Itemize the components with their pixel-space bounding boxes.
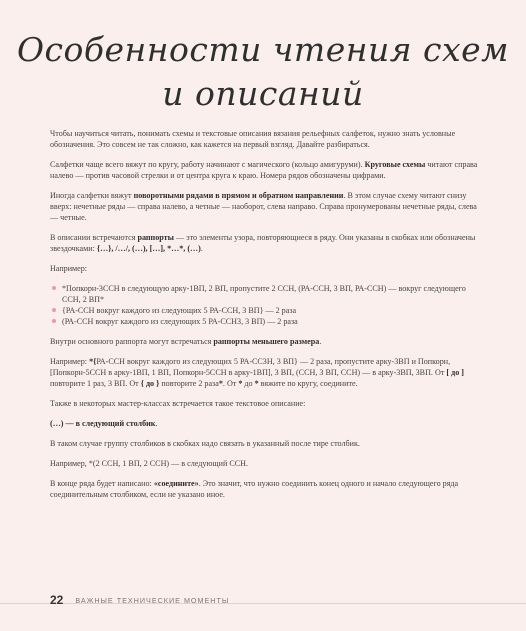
page-title — [0, 28, 526, 116]
section-title: ВАЖНЫЕ ТЕХНИЧЕСКИЕ МОМЕНТЫ — [75, 595, 230, 605]
paragraph-example-label: Например: — [50, 264, 88, 273]
text-fragment: В описании встречаются — [50, 233, 138, 242]
paragraph-next-stitch-example: Например, *(2 ССН, 1 ВП, 2 ССН) — в следующий ССН. — [50, 459, 249, 468]
example-list — [50, 283, 480, 327]
paragraph-also: Также в некоторых мастер-классах встречается такое текстовое описание: — [50, 399, 306, 408]
text-fragment: . — [319, 337, 322, 346]
body-text — [50, 128, 480, 509]
text-fragment: . Это значит, что нужно соединить конец одного и начало следующего ряда соединительным столбиком, если не указано иное. — [50, 479, 459, 499]
page-footer — [50, 592, 229, 608]
title-line-2: и описаний — [162, 74, 364, 113]
paragraph-rows — [50, 190, 480, 223]
paragraph-next-stitch-explain: В таком случае группу столбиков в скобках надо связать в указанный после тире столбик. — [50, 439, 360, 448]
text-fragment: . От — [222, 379, 239, 388]
list-item — [50, 283, 480, 305]
paragraph-nested — [50, 336, 480, 347]
bold-term: поворотными рядами в прямом и обратном направлении — [133, 191, 344, 200]
list-item-text: *Попкорн-3ССН в следующую арку-1ВП, 2 ВП, пропустите 2 ССН, (РА-ССН, 3 ВП, РА-ССН) — вокруг следующего ССН, 2 ВП* — [62, 284, 466, 304]
page-number: 22 — [50, 593, 64, 607]
text-fragment: Иногда салфетки вяжут — [50, 191, 134, 200]
bullet-icon — [52, 286, 56, 290]
paragraph-next-stitch — [50, 418, 480, 429]
text-fragment: — это элементы узора, повторяющиеся в ряду. Они указаны в скобках или обозначены звездочками: — [50, 233, 476, 253]
bold-term: «соедините» — [153, 479, 199, 488]
title-line-1: Особенности чтения схем — [16, 30, 510, 69]
text-fragment: вяжите по кругу, соедините. — [258, 379, 358, 388]
paragraph-intro: Чтобы научиться читать, понимать схемы и текстовые описания вязания рельефных салфеток, нужно знать условные обозначения. Это совсем не так сложно, как кажется на первый взгляд. Давайте разбираться. — [50, 129, 456, 149]
text-fragment: до — [242, 379, 255, 388]
list-item-text: {РА-ССН вокруг каждого из следующих 5 РА-ССН, 3 ВП} — 2 раза — [62, 306, 297, 315]
bullet-icon — [52, 319, 56, 323]
text-fragment: Салфетки чаще всего вяжут по кругу, работу начинают с магического (кольцо амигуруми). — [50, 160, 365, 169]
bold-term: [ до ] — [446, 368, 464, 377]
bold-term: раппорты — [137, 233, 174, 242]
list-item — [50, 316, 480, 327]
bold-term: раппорты меньшего размера — [213, 337, 320, 346]
bold-term: Круговые схемы — [364, 160, 426, 169]
text-fragment: повторите 2 раза — [159, 379, 219, 388]
paragraph-join — [50, 478, 480, 500]
text-fragment: читают справа налево — против часовой стрелки и от центра круга к краю. Номера рядов обозначены цифрами. — [50, 160, 478, 180]
text-fragment: повторите 1 раз, 3 ВП. От — [50, 379, 141, 388]
list-item — [50, 305, 480, 316]
text-fragment: . — [200, 244, 203, 253]
bold-term: * — [218, 379, 223, 388]
bold-term: { до } — [140, 379, 160, 388]
bold-term: {…}, /…/, (…), […], *…*, (…) — [96, 244, 201, 253]
text-fragment: РА-ССН вокруг каждого из следующих 5 РА-СС3Н, 3 ВП} — 2 раза, пропустите арку-3ВП и Попкорн, [Попкорн-5ССН в арку-1ВП, 1 ВП, Попкорн-5ССН в арку-1ВП], 3 ВП, (ССН, 3 ВП, ССН) — в арку-3ВП, 3ВП. От — [50, 357, 451, 377]
text-fragment: В конце ряда будет написано: — [50, 479, 154, 488]
text-fragment: . — [155, 419, 158, 428]
text-fragment: . В этом случае схему читают снизу вверх: нечетные ряды — справа налево, а четные — наоборот, слева направо. Справа пронумерованы нечетные ряды, слева — четные. — [50, 191, 477, 222]
list-item-text: (РА-ССН вокруг каждого из следующих 5 РА-ССН3, 3 ВП) — 2 раза — [62, 317, 298, 326]
bold-term: *{ — [89, 357, 97, 366]
bullet-icon — [52, 308, 56, 312]
paragraph-rapports — [50, 232, 480, 254]
bold-term: (…) — в следующий столбик — [50, 419, 156, 428]
text-fragment: Внутри основного раппорта могут встречаться — [50, 337, 214, 346]
paragraph-nested-example — [50, 356, 480, 389]
bold-term: * — [238, 379, 243, 388]
paragraph-circular — [50, 159, 480, 181]
text-fragment: Например: — [50, 357, 90, 366]
bold-term: * — [254, 379, 259, 388]
